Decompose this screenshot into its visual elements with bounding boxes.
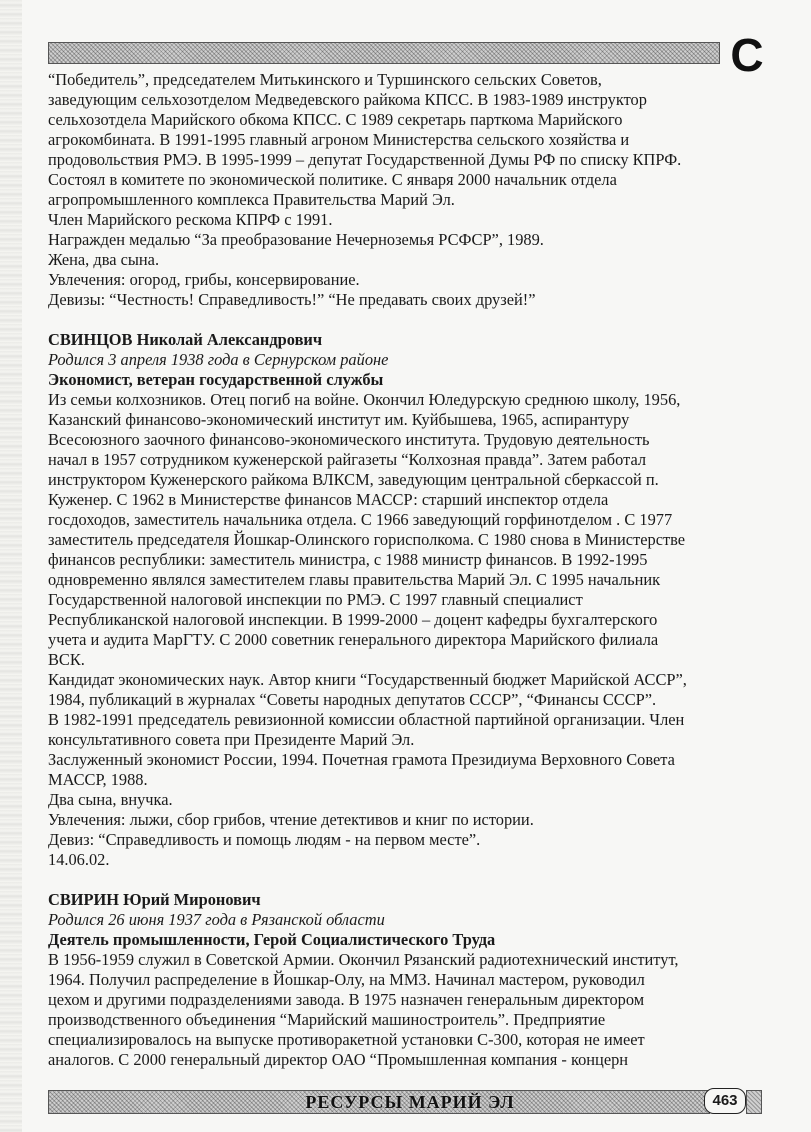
- spacer: [48, 870, 768, 890]
- text-line: Увлечения: огород, грибы, консервирование.: [48, 270, 360, 289]
- text-line: Состоял в комитете по экономической политике. С января 2000 начальник отдела: [48, 170, 617, 189]
- page-content: [48, 70, 768, 1070]
- text-line: аналогов. С 2000 генеральный директор ОАО “Промышленная компания - концерн: [48, 1050, 629, 1069]
- text-line: В 1956-1959 служил в Советской Армии. Окончил Рязанский радиотехнический институт,: [48, 950, 679, 969]
- page-number: 463: [704, 1088, 746, 1114]
- entry-name: СВИНЦОВ Николай Александрович: [48, 330, 323, 349]
- text-line: заведующим сельхозотделом Медведевского райкома КПСС. В 1983-1989 инструктор: [48, 90, 647, 109]
- text-line: учета и аудита МарГТУ. С 2000 советник генерального директора Марийского филиала: [48, 630, 659, 649]
- text-line: сельхозотдела Марийского обкома КПСС. С 1989 секретарь парткома Марийского: [48, 110, 623, 129]
- text-line: Из семьи колхозников. Отец погиб на войне. Окончил Юледурскую среднюю школу, 1956,: [48, 390, 681, 409]
- text-line: Всесоюзного заочного финансово-экономического института. Трудовую деятельность: [48, 430, 650, 449]
- footer-band-end: [746, 1090, 762, 1114]
- text-line: МАССР, 1988.: [48, 770, 148, 789]
- scan-edge: [0, 0, 22, 1132]
- text-line: Казанский финансово-экономический институт им. Куйбышева, 1965, аспирантуру: [48, 410, 630, 429]
- intro-section: [48, 70, 768, 310]
- text-line: Жена, два сына.: [48, 250, 160, 269]
- text-line: 1964. Получил распределение в Йошкар-Олу, на ММЗ. Начинал мастером, руководил: [48, 970, 645, 989]
- text-line: Девизы: “Честность! Справедливость!” “Не предавать своих друзей!”: [48, 290, 536, 309]
- entry-name: СВИРИН Юрий Миронович: [48, 890, 261, 909]
- entry-birth: Родился 3 апреля 1938 года в Сернурском районе: [48, 350, 389, 369]
- footer-title: РЕСУРСЫ МАРИЙ ЭЛ: [305, 1092, 515, 1112]
- entry-role: Экономист, ветеран государственной службы: [48, 370, 384, 389]
- text-line: финансов республики: заместитель министра, с 1988 министр финансов. В 1992-1995: [48, 550, 648, 569]
- text-line: продовольствия РМЭ. В 1995-1999 – депутат Государственной Думы РФ по списку КПРФ.: [48, 150, 682, 169]
- entry-role: Деятель промышленности, Герой Социалистического Труда: [48, 930, 496, 949]
- text-line: Куженер. С 1962 в Министерстве финансов МАССР: старший инспектор отдела: [48, 490, 609, 509]
- text-line: Девиз: “Справедливость и помощь людям - на первом месте”.: [48, 830, 481, 849]
- text-line: консультативного совета при Президенте Марий Эл.: [48, 730, 415, 749]
- text-line: одновременно являлся заместителем главы правительства Марий Эл. С 1995 начальник: [48, 570, 661, 589]
- text-line: начал в 1957 сотрудником куженерской райгазеты “Колхозная правда”. Затем работал: [48, 450, 647, 469]
- entry-svirin: [48, 890, 768, 1070]
- text-line: специализировалось на выпуске противоракетной установки С-300, которая не имеет: [48, 1030, 645, 1049]
- text-line: Два сына, внучка.: [48, 790, 173, 809]
- text-line: цехом и другими подразделениями завода. В 1975 назначен генеральным директором: [48, 990, 645, 1009]
- section-letter: С: [730, 29, 764, 81]
- text-line: производственного объединения “Марийский машиностроитель”. Предприятие: [48, 1010, 606, 1029]
- text-line: агрокомбината. В 1991-1995 главный агроном Министерства сельского хозяйства и: [48, 130, 630, 149]
- text-line: ВСК.: [48, 650, 85, 669]
- text-line: заместитель председателя Йошкар-Олинского горисполкома. С 1980 снова в Министерстве: [48, 530, 686, 549]
- header-band: [48, 42, 720, 64]
- text-line: Награжден медалью “За преобразование Нечерноземья РСФСР”, 1989.: [48, 230, 544, 249]
- text-line: “Победитель”, председателем Митькинского и Туршинского сельских Советов,: [48, 70, 602, 89]
- text-line: В 1982-1991 председатель ревизионной комиссии областной партийной организации. Член: [48, 710, 685, 729]
- text-line: Член Марийского рескома КПРФ с 1991.: [48, 210, 333, 229]
- text-line: 14.06.02.: [48, 850, 110, 869]
- text-line: инструктором Куженерского райкома ВЛКСМ, заведующим центральной сберкассой п.: [48, 470, 659, 489]
- entry-birth: Родился 26 июня 1937 года в Рязанской области: [48, 910, 385, 929]
- text-line: Заслуженный экономист России, 1994. Почетная грамота Президиума Верховного Совета: [48, 750, 675, 769]
- text-line: Кандидат экономических наук. Автор книги “Государственный бюджет Марийской АССР”,: [48, 670, 687, 689]
- text-line: Увлечения: лыжи, сбор грибов, чтение детективов и книг по истории.: [48, 810, 534, 829]
- text-line: госдоходов, заместитель начальника отдела. С 1966 заведующий горфинотделом . С 1977: [48, 510, 673, 529]
- text-line: Государственной налоговой инспекции по РМЭ. С 1997 главный специалист: [48, 590, 583, 609]
- text-line: агропромышленного комплекса Правительства Марий Эл.: [48, 190, 455, 209]
- spacer: [48, 310, 768, 330]
- text-line: Республиканской налоговой инспекции. В 1999-2000 – доцент кафедры бухгалтерского: [48, 610, 658, 629]
- entry-svintsov: [48, 330, 768, 870]
- text-line: 1984, публикаций в журналах “Советы народных депутатов СССР”, “Финансы СССР”.: [48, 690, 657, 709]
